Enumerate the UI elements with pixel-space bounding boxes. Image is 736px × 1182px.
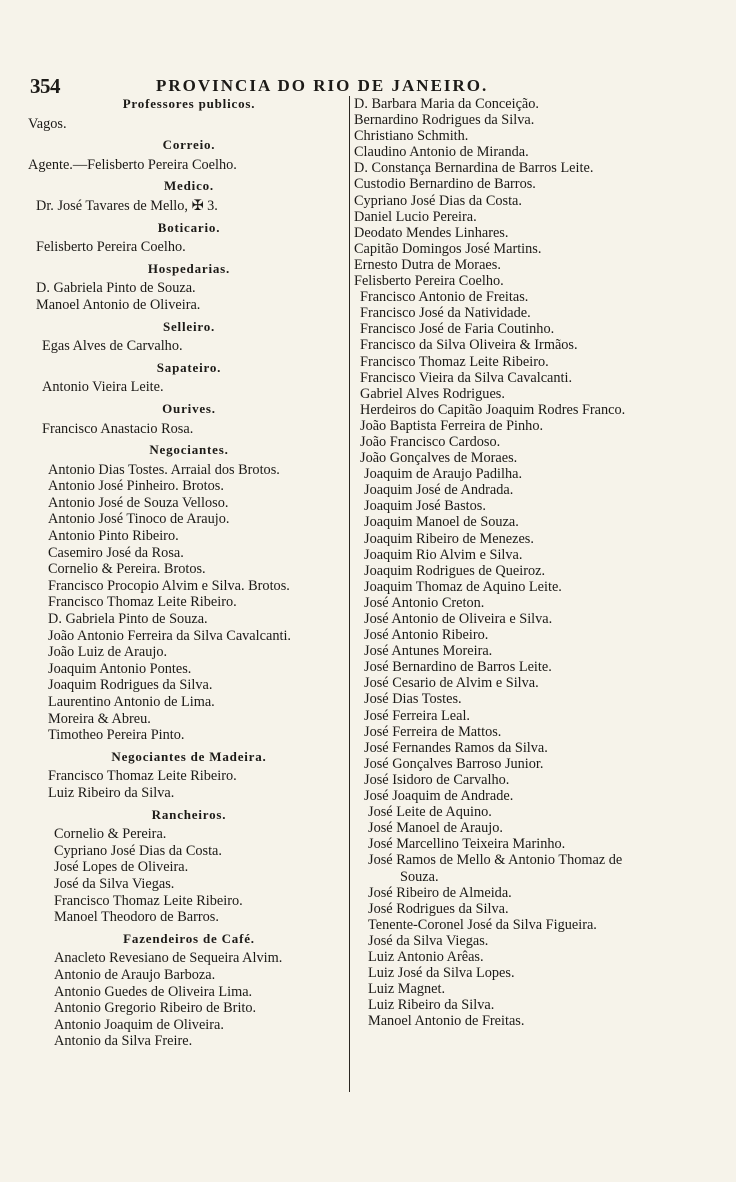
- list-item: Joaquim Rodrigues da Silva.: [48, 677, 213, 694]
- list-item: Gabriel Alves Rodrigues.: [360, 385, 505, 402]
- right-column: [352, 96, 692, 1029]
- list-item: Antonio Dias Tostes. Arraial dos Brotos.: [48, 461, 280, 478]
- list-item: Luiz Antonio Arêas.: [368, 948, 484, 965]
- list-item: Antonio Joaquim de Oliveira.: [54, 1016, 224, 1033]
- list-item: Cypriano José Dias da Costa.: [54, 842, 222, 859]
- list-item: José Lopes de Oliveira.: [54, 859, 189, 876]
- list-item: Cornelio & Pereira. Brotos.: [48, 561, 206, 578]
- list-item: D. Barbara Maria da Conceição.: [354, 96, 539, 112]
- page-number: 354: [30, 74, 60, 98]
- list-item: Timotheo Pereira Pinto.: [48, 727, 185, 744]
- left-column: [28, 96, 350, 1050]
- list-item: José Dias Tostes.: [364, 691, 462, 708]
- list-item: Joaquim Ribeiro de Menezes.: [364, 530, 534, 547]
- list-item: Ernesto Dutra de Moraes.: [354, 256, 501, 273]
- section-heading-boticario: Boticario.: [157, 219, 221, 235]
- section-heading-fazendeiros: Fazendeiros de Café.: [123, 930, 255, 946]
- list-item: José Antonio de Oliveira e Silva.: [364, 611, 553, 627]
- list-item: Antonio Gregorio Ribeiro de Brito.: [54, 1000, 257, 1017]
- list-item: José Ribeiro de Almeida.: [368, 884, 512, 901]
- list-item: Manoel Antonio de Freitas.: [368, 1013, 525, 1030]
- list-item: Francisco Antonio de Freitas.: [360, 289, 529, 306]
- list-item: Vagos.: [28, 115, 67, 132]
- list-item: Casemiro José da Rosa.: [48, 544, 184, 561]
- list-item: José Antonio Ribeiro.: [364, 627, 489, 644]
- list-item: Laurentino Antonio de Lima.: [48, 694, 215, 710]
- section-heading-ourives: Ourives.: [162, 400, 216, 416]
- list-item: João Baptista Ferreira de Pinho.: [360, 417, 544, 434]
- list-item: Francisco Thomaz Leite Ribeiro.: [54, 892, 243, 909]
- list-item: Francisco José da Natividade.: [360, 305, 531, 322]
- list-item: Antonio José Tinoco de Araujo.: [48, 511, 230, 528]
- list-item: Manoel Theodoro de Barros.: [54, 909, 219, 926]
- list-item: José Rodrigues da Silva.: [368, 900, 509, 917]
- list-item: Anacleto Revesiano de Sequeira Alvim.: [54, 950, 283, 967]
- list-item: Dr. José Tavares de Mello, ✠ 3.: [36, 197, 218, 214]
- list-item: Bernardino Rodrigues da Silva.: [354, 112, 535, 129]
- list-item: José Antunes Moreira.: [364, 643, 493, 660]
- list-item: José Gonçalves Barroso Junior.: [364, 755, 544, 772]
- list-item: José Ferreira de Mattos.: [364, 723, 502, 740]
- list-item: Antonio Pinto Ribeiro.: [48, 528, 179, 545]
- list-item: Manoel Antonio de Oliveira.: [36, 296, 201, 313]
- section-heading-professores: Professores publicos.: [122, 96, 256, 111]
- list-item: D. Gabriela Pinto de Souza.: [48, 611, 208, 628]
- list-item: Antonio Guedes de Oliveira Lima.: [54, 983, 253, 1000]
- list-item: D. Gabriela Pinto de Souza.: [36, 280, 196, 297]
- list-item: Joaquim Manoel de Souza.: [364, 514, 519, 531]
- list-item: José Cesario de Alvim e Silva.: [364, 675, 539, 692]
- running-head: PROVINCIA DO RIO DE JANEIRO.: [156, 76, 489, 95]
- list-item: Felisberto Pereira Coelho.: [354, 273, 504, 290]
- list-item: Joaquim Antonio Pontes.: [48, 660, 192, 677]
- list-item: José da Silva Viegas.: [368, 932, 489, 949]
- list-item: Joaquim de Araujo Padilha.: [364, 466, 523, 483]
- list-item: D. Constança Bernardina de Barros Leite.: [354, 160, 594, 177]
- column-divider: [349, 96, 350, 1092]
- list-item: José Antonio Creton.: [364, 594, 485, 611]
- list-item: Luiz Magnet.: [368, 981, 446, 998]
- list-item: Joaquim Thomaz de Aquino Leite.: [364, 578, 562, 595]
- list-item: José Ferreira Leal.: [364, 707, 470, 724]
- list-item: Felisberto Pereira Coelho.: [36, 239, 186, 256]
- list-item: Deodato Mendes Linhares.: [354, 224, 509, 241]
- list-item: Cornelio & Pereira.: [54, 826, 167, 843]
- section-heading-sapateiro: Sapateiro.: [156, 359, 222, 375]
- list-item: Antonio de Araujo Barboza.: [54, 966, 216, 983]
- list-item: Capitão Domingos José Martins.: [354, 240, 542, 257]
- list-item: José Ramos de Mello & Antonio Thomaz de: [368, 852, 623, 869]
- list-item: João Luiz de Araujo.: [48, 644, 168, 661]
- list-item: Moreira & Abreu.: [48, 710, 151, 727]
- list-item: Francisco Thomaz Leite Ribeiro.: [48, 594, 237, 611]
- list-item: José Marcellino Teixeira Marinho.: [368, 836, 566, 853]
- section-heading-correio: Correio.: [162, 137, 216, 153]
- list-item: Herdeiros do Capitão Joaquim Rodres Franco.: [360, 401, 626, 418]
- list-item: José da Silva Viegas.: [54, 875, 175, 892]
- list-item: Claudino Antonio de Miranda.: [354, 144, 529, 161]
- list-item: Cypriano José Dias da Costa.: [354, 192, 522, 209]
- list-item: José Joaquim de Andrade.: [364, 788, 514, 805]
- list-item: José Fernandes Ramos da Silva.: [364, 739, 548, 756]
- section-heading-hospedarias: Hospedarias.: [147, 260, 231, 276]
- section-heading-rancheiros: Rancheiros.: [151, 806, 227, 822]
- list-item: Daniel Lucio Pereira.: [354, 208, 477, 225]
- list-item: Antonio José de Souza Velloso.: [48, 494, 229, 511]
- list-item: Tenente-Coronel José da Silva Figueira.: [368, 916, 597, 933]
- list-item: João Antonio Ferreira da Silva Cavalcanti.: [48, 627, 291, 644]
- list-item: José Isidoro de Carvalho.: [364, 771, 510, 788]
- list-item: Francisco José de Faria Coutinho.: [360, 321, 555, 338]
- list-item: Joaquim José Bastos.: [364, 498, 486, 515]
- list-item: Joaquim José de Andrada.: [364, 482, 514, 499]
- list-item: Luiz Ribeiro da Silva.: [48, 784, 175, 801]
- list-item: Antonio José Pinheiro. Brotos.: [48, 478, 224, 495]
- list-item: Antonio da Silva Freire.: [54, 1033, 193, 1050]
- list-item: José Bernardino de Barros Leite.: [364, 659, 552, 676]
- list-item: Francisco Vieira da Silva Cavalcanti.: [360, 369, 573, 386]
- list-item: Francisco da Silva Oliveira & Irmãos.: [360, 337, 578, 354]
- list-item: Luiz Ribeiro da Silva.: [368, 997, 495, 1014]
- list-item: Francisco Procopio Alvim e Silva. Brotos.: [48, 577, 290, 594]
- list-item: Custodio Bernardino de Barros.: [354, 176, 536, 193]
- list-item: Joaquim Rio Alvim e Silva.: [364, 546, 523, 563]
- section-heading-madeira: Negociantes de Madeira.: [111, 748, 267, 764]
- list-item: Francisco Anastacio Rosa.: [42, 420, 194, 437]
- list-item: José Leite de Aquino.: [368, 804, 492, 821]
- section-heading-medico: Medico.: [163, 178, 214, 194]
- list-item: Antonio Vieira Leite.: [42, 379, 164, 396]
- list-item: Joaquim Rodrigues de Queiroz.: [364, 562, 546, 579]
- section-heading-negociantes: Negociantes.: [149, 442, 229, 458]
- list-item: Francisco Thomaz Leite Ribeiro.: [360, 353, 549, 370]
- list-item: Luiz José da Silva Lopes.: [368, 965, 515, 982]
- list-item-continuation: Souza.: [400, 868, 439, 885]
- list-item: Christiano Schmith.: [354, 128, 469, 145]
- list-item: João Francisco Cardoso.: [360, 433, 501, 450]
- list-item: João Gonçalves de Moraes.: [360, 450, 518, 467]
- section-heading-selleiro: Selleiro.: [162, 318, 216, 334]
- list-item: Egas Alves de Carvalho.: [42, 338, 183, 355]
- list-item: José Manoel de Araujo.: [368, 820, 503, 837]
- list-item: Agente.—Felisberto Pereira Coelho.: [28, 156, 237, 173]
- list-item: Francisco Thomaz Leite Ribeiro.: [48, 768, 237, 785]
